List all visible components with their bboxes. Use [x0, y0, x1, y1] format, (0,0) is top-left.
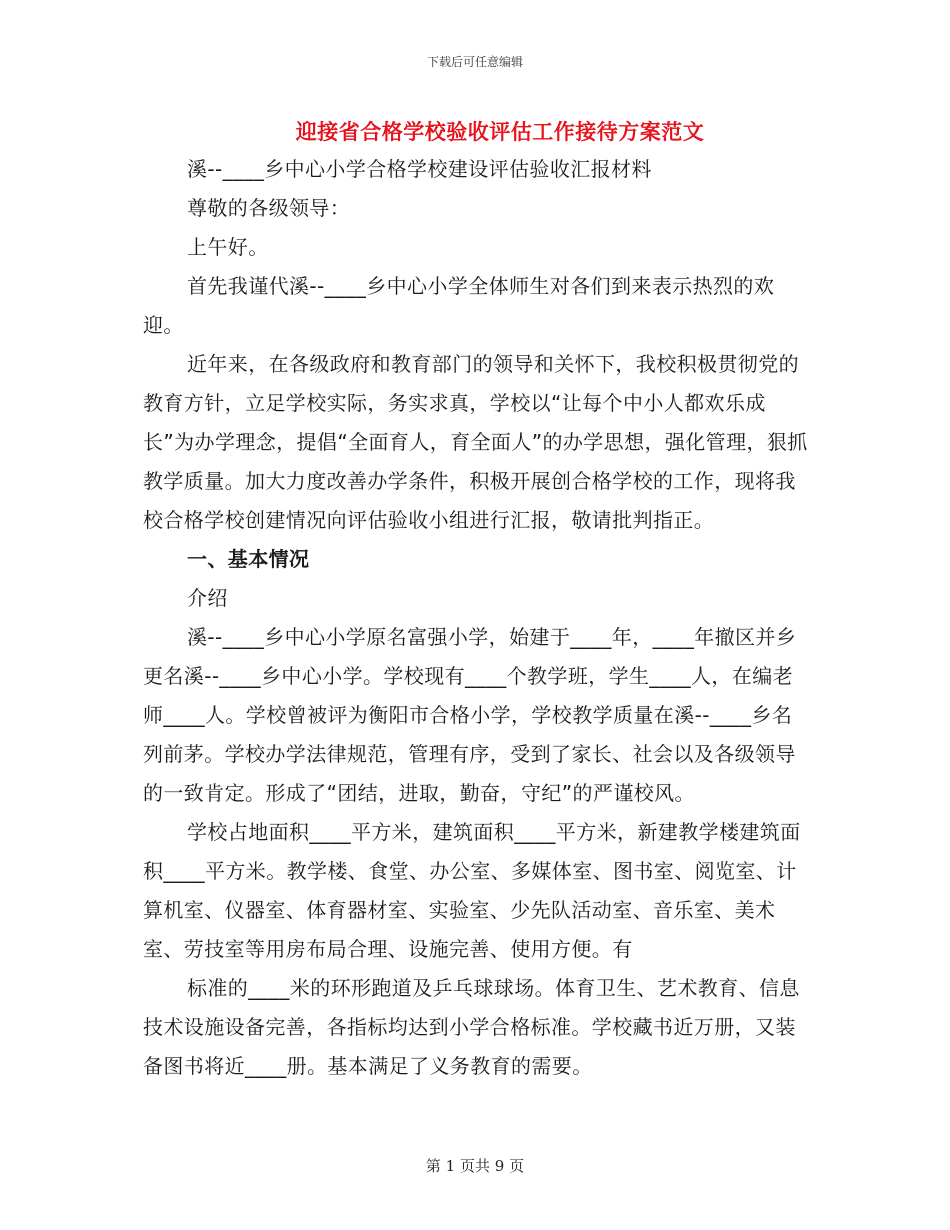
page-header: 下载后可任意编辑 [426, 55, 523, 69]
section-subheading: 介绍 [187, 586, 228, 610]
greeting: 上午好。 [187, 235, 269, 259]
paragraph-welcome: 首先我谨代溪--____乡中心小学全体师生对各们到来表示热烈的欢迎。 [143, 274, 775, 337]
paragraph-sports-library: 标准的____米的环形跑道及乒乓球球场。体育卫生、艺术教育、信息技术设施设备完善，各指标均达到小学合格标准。学校藏书近万册，又装备图书将近____册。基本满足了义务教育的需要。 [143, 976, 800, 1078]
section-heading-basic-info: 一、基本情况 [187, 547, 310, 571]
document-title: 迎接省合格学校验收评估工作接待方案范文 [295, 120, 705, 144]
paragraph-facilities: 学校占地面积____平方米，建筑面积____平方米，新建教学楼建筑面积____平方米。教学楼、食堂、办公室、多媒体室、图书室、阅览室、计算机室、仪器室、体育器材室、实验室、少先队活动室、音乐室、美术室、劳技室等用房布局合理、设施完善、使用方便。有 [143, 820, 801, 961]
paragraph-school-history: 溪--____乡中心小学原名富强小学，始建于____年，____年撤区并乡更名溪--____乡中心小学。学校现有____个教学班，学生____人，在编老师____人。学校曾被评为衡阳市合格小学，学校教学质量在溪--____乡名列前茅。学校办学法律规范，管理有序，受到了家长、社会以及各级领导的一致肯定。形成了“团结，进取，勤奋，守纪”的严谨校风。 [143, 625, 797, 805]
page-number: 第 1 页共 9 页 [425, 1157, 525, 1175]
paragraph-intro: 近年来，在各级政府和教育部门的领导和关怀下，我校积极贯彻党的教育方针，立足学校实际，务实求真，学校以“让每个中小人都欢乐成长”为办学理念，提倡“全面育人，育全面人”的办学思想，强化管理，狠抓教学质量。加大力度改善办学条件，积极开展创合格学校的工作，现将我校合格学校创建情况向评估验收小组进行汇报，敬请批判指正。 [143, 352, 808, 532]
document-body [143, 150, 808, 1086]
salutation: 尊敬的各级领导： [187, 196, 351, 220]
report-subtitle: 溪--____乡中心小学合格学校建设评估验收汇报材料 [187, 157, 652, 181]
